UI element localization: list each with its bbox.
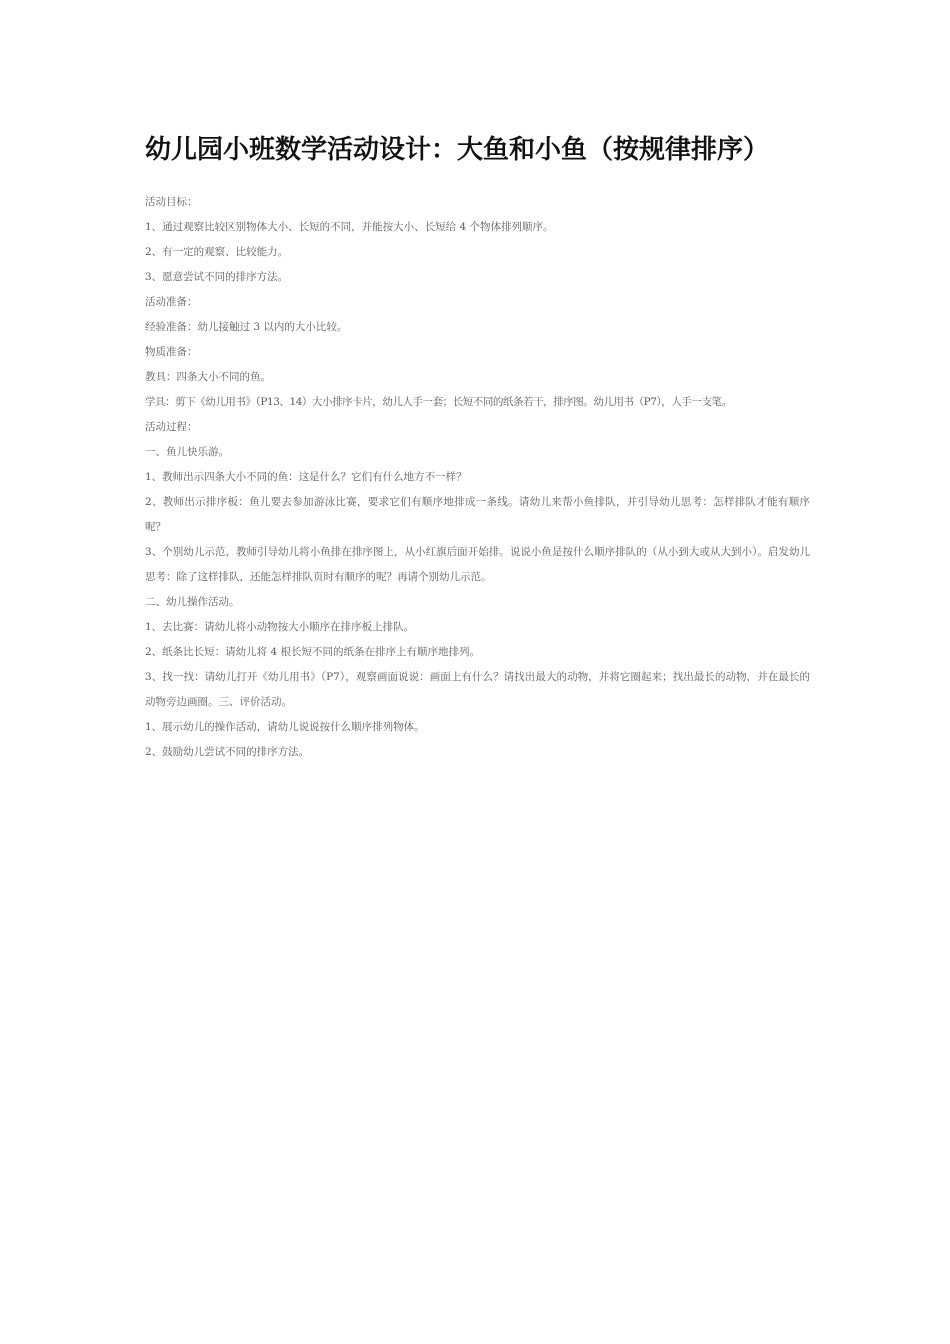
- goal-item-3: 3、愿意尝试不同的排序方法。: [145, 271, 289, 283]
- process-step-1-2: 2、教师出示排序板：鱼儿要去参加游泳比赛，要求它们有顺序地排成一条线。请幼儿来帮小鱼排队，并引导幼儿思考：怎样排队才能有顺序呢？: [145, 496, 810, 533]
- section-heading-goals: 活动目标：: [145, 196, 198, 208]
- document-body: [145, 190, 810, 765]
- section-heading-preparation: 活动准备：: [145, 296, 198, 308]
- process-part-1-heading: 一、鱼儿快乐游。: [145, 446, 229, 458]
- section-heading-process: 活动过程：: [145, 421, 198, 433]
- process-step-1-3: 3、个别幼儿示范，教师引导幼儿将小鱼排在排序图上，从小红旗后面开始排。说说小鱼是按什么顺序排队的（从小到大或从大到小）。启发幼儿思考：除了这样排队，还能怎样排队页时有顺序的呢？再请个别幼儿示范。: [145, 546, 810, 583]
- evaluation-step-1: 1、展示幼儿的操作活动，请幼儿说说按什么顺序排列物体。: [145, 721, 425, 733]
- goal-item-1: 1、通过观察比较区别物体大小、长短的不同，并能按大小、长短给 4 个物体排列顺序。: [145, 221, 554, 233]
- process-step-2-3: 3、找一找：请幼儿打开《幼儿用书》（P7），观察画面说说：画面上有什么？请找出最大的动物，并将它圈起来；找出最长的动物，并在最长的动物旁边画圈。三、评价活动。: [145, 671, 810, 708]
- goal-item-2: 2、有一定的观察、比较能力。: [145, 246, 289, 258]
- experience-preparation: 经验准备：幼儿接触过 3 以内的大小比较。: [145, 321, 348, 333]
- process-step-2-1: 1、去比赛：请幼儿将小动物按大小顺序在排序板上排队。: [145, 621, 415, 633]
- process-step-2-2: 2、纸条比长短：请幼儿将 4 根长短不同的纸条在排序上有顺序地排列。: [145, 646, 481, 658]
- material-preparation-heading: 物质准备：: [145, 346, 198, 358]
- teaching-aids: 教具：四条大小不同的鱼。: [145, 371, 271, 383]
- page-title: 幼儿园小班数学活动设计：大鱼和小鱼（按规律排序）: [145, 135, 770, 165]
- process-step-1-1: 1、教师出示四条大小不同的鱼：这是什么？它们有什么地方不一样？: [145, 471, 467, 483]
- learning-aids: 学具：剪下《幼儿用书》（P13、14）大小排序卡片，幼儿人手一套；长短不同的纸条若干，排序图。幼儿用书（P7），人手一支笔。: [145, 396, 732, 408]
- evaluation-step-2: 2、鼓励幼儿尝试不同的排序方法。: [145, 746, 310, 758]
- process-part-2-heading: 二、幼儿操作活动。: [145, 596, 240, 608]
